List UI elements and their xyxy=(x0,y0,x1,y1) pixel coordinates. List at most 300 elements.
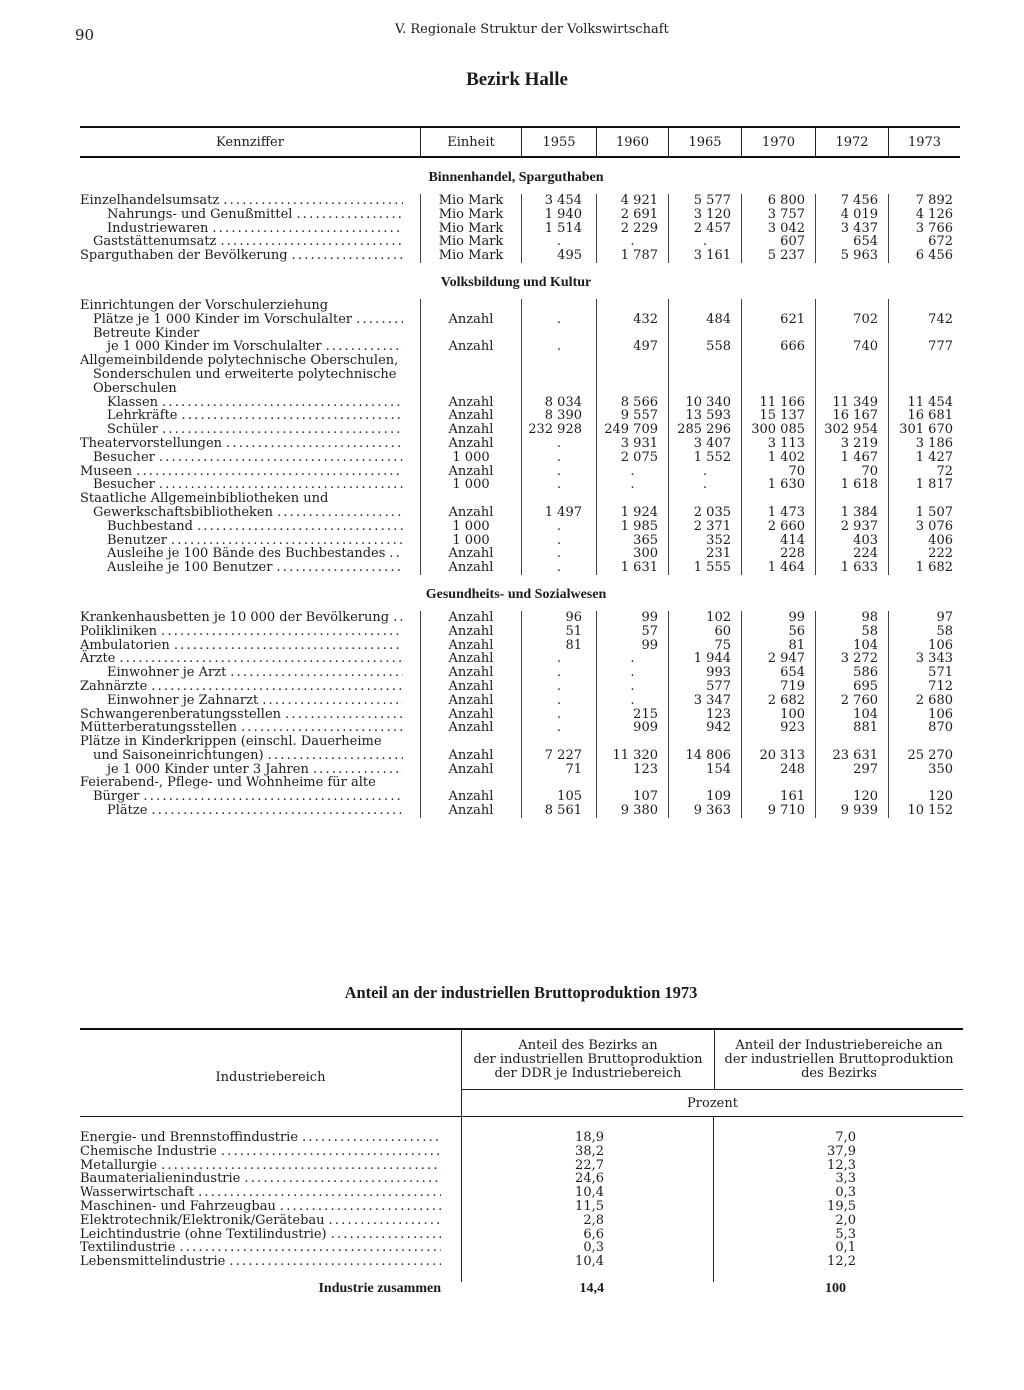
row-label-cell xyxy=(80,547,420,561)
row-label-cell xyxy=(80,1228,461,1242)
row-unit: Anzahl xyxy=(420,437,521,451)
row-value: 8 566 xyxy=(596,396,668,410)
row-value: 300 xyxy=(596,547,668,561)
row-value xyxy=(521,735,596,749)
row-value: 2 457 xyxy=(668,222,741,236)
row-unit: Anzahl xyxy=(420,611,521,625)
row-value: 71 xyxy=(521,763,596,777)
header-year: 1973 xyxy=(888,128,960,156)
leader-dots xyxy=(262,694,403,708)
row-value: 11 349 xyxy=(815,396,888,410)
row-value: 571 xyxy=(888,666,960,680)
row-value: . xyxy=(521,534,596,548)
table-section xyxy=(80,275,960,575)
row-value: 497 xyxy=(596,340,668,354)
row-value xyxy=(521,382,596,396)
row-unit: 1 000 xyxy=(420,451,521,465)
row-value: 1 427 xyxy=(888,451,960,465)
row-unit: Anzahl xyxy=(420,721,521,735)
row-value xyxy=(815,299,888,313)
row-value: 81 xyxy=(521,639,596,653)
row-value: 13 593 xyxy=(668,409,741,423)
row-value: 923 xyxy=(741,721,815,735)
row-value xyxy=(815,354,888,368)
table-row xyxy=(80,520,960,534)
row-value: . xyxy=(521,708,596,722)
row-label: und Saisoneinrichtungen) xyxy=(93,747,264,763)
row-value: 161 xyxy=(741,790,815,804)
table-row xyxy=(80,1145,963,1159)
table-row xyxy=(80,561,960,575)
leader-dots xyxy=(179,1241,441,1255)
table-rows xyxy=(80,1131,963,1269)
row-value: 7 892 xyxy=(888,194,960,208)
row-value: 2 660 xyxy=(741,520,815,534)
page-number: 90 xyxy=(75,26,95,44)
row-label: Textilindustrie xyxy=(80,1240,176,1256)
row-value xyxy=(741,354,815,368)
leader-dots xyxy=(268,749,403,763)
row-value: 2 075 xyxy=(596,451,668,465)
row-label: Krankenhausbetten je 10 000 der Bevölkerung xyxy=(80,609,390,625)
row-value: 19,5 xyxy=(827,1198,856,1214)
row-label: Wasserwirtschaft xyxy=(80,1185,195,1201)
row-value: . xyxy=(521,340,596,354)
row-unit: Anzahl xyxy=(420,708,521,722)
row-value xyxy=(888,368,960,382)
row-value: 870 xyxy=(888,721,960,735)
row-value: 215 xyxy=(596,708,668,722)
row-value xyxy=(741,327,815,341)
row-label: Staatliche Allgemeinbibliotheken und xyxy=(80,491,329,507)
row-value xyxy=(741,368,815,382)
row-value: 12,2 xyxy=(827,1254,856,1270)
row-label: Klassen xyxy=(107,394,159,410)
row-label: Ärzte xyxy=(80,651,116,667)
leader-dots xyxy=(162,396,403,410)
row-label-cell xyxy=(80,1241,461,1255)
total-label-cell xyxy=(80,1282,461,1296)
row-label: Plätze xyxy=(107,803,148,819)
row-unit: Anzahl xyxy=(420,396,521,410)
row-value: 58 xyxy=(888,625,960,639)
row-value xyxy=(888,354,960,368)
header-line: Anteil des Bezirks an xyxy=(518,1037,658,1053)
row-label-cell xyxy=(80,639,420,653)
row-label-cell xyxy=(80,1145,461,1159)
row-label-cell xyxy=(80,451,420,465)
row-value: . xyxy=(521,561,596,575)
row-value: . xyxy=(668,235,741,249)
row-value: . xyxy=(596,694,668,708)
header-year: 1960 xyxy=(596,128,668,156)
row-label-cell xyxy=(80,208,420,222)
row-value: 1 507 xyxy=(888,506,960,520)
table-row xyxy=(80,790,960,804)
row-value: 712 xyxy=(888,680,960,694)
table-row xyxy=(80,1131,963,1145)
row-value: 352 xyxy=(668,534,741,548)
row-value: 1 682 xyxy=(888,561,960,575)
row-value: 11 320 xyxy=(596,749,668,763)
row-value: 432 xyxy=(596,313,668,327)
row-value xyxy=(596,354,668,368)
row-value: . xyxy=(596,235,668,249)
row-label: Buchbestand xyxy=(107,518,193,534)
row-value: 672 xyxy=(888,235,960,249)
leader-dots xyxy=(331,1228,441,1242)
row-value: 81 xyxy=(741,639,815,653)
row-value: 1 633 xyxy=(815,561,888,575)
table-header xyxy=(80,126,960,158)
row-label-cell xyxy=(80,666,420,680)
row-unit: Anzahl xyxy=(420,625,521,639)
row-value: 777 xyxy=(888,340,960,354)
row-label: Einzelhandelsumsatz xyxy=(80,193,220,208)
row-value: 6,6 xyxy=(583,1226,604,1242)
row-value: . xyxy=(521,437,596,451)
leader-dots xyxy=(159,478,403,492)
row-value xyxy=(668,354,741,368)
table-row xyxy=(80,340,960,354)
header-share-of-bezirk xyxy=(714,1030,963,1089)
row-value: . xyxy=(521,451,596,465)
row-unit: Anzahl xyxy=(420,313,521,327)
section-heading: Binnenhandel, Sparguthaben xyxy=(428,170,604,185)
leader-dots xyxy=(326,340,403,354)
row-value: 9 363 xyxy=(668,804,741,818)
row-value: . xyxy=(596,465,668,479)
row-value: 154 xyxy=(668,763,741,777)
row-label-cell xyxy=(80,520,420,534)
table-row xyxy=(80,409,960,423)
row-value: 97 xyxy=(888,611,960,625)
row-unit: Mio Mark xyxy=(420,235,521,249)
row-unit: Anzahl xyxy=(420,666,521,680)
row-label-cell xyxy=(80,1172,461,1186)
row-value xyxy=(668,492,741,506)
leader-dots xyxy=(276,561,403,575)
table-row xyxy=(80,354,960,368)
row-value xyxy=(596,299,668,313)
row-label: Ambulatorien xyxy=(80,637,170,653)
leader-dots xyxy=(119,652,403,666)
leader-dots xyxy=(229,1255,441,1269)
table-row xyxy=(80,299,960,313)
row-value xyxy=(668,368,741,382)
row-value: 8 561 xyxy=(521,804,596,818)
row-label: Baumaterialienindustrie xyxy=(80,1171,241,1187)
table-row xyxy=(80,763,960,777)
section-heading: Gesundheits- und Sozialwesen xyxy=(425,586,607,602)
row-value: 654 xyxy=(741,666,815,680)
row-value: 222 xyxy=(888,547,960,561)
row-value: 1 630 xyxy=(741,478,815,492)
row-value: . xyxy=(521,313,596,327)
row-value: . xyxy=(521,520,596,534)
row-value: 99 xyxy=(596,611,668,625)
row-value xyxy=(668,776,741,790)
row-value: 106 xyxy=(888,639,960,653)
row-value: 403 xyxy=(815,534,888,548)
row-value: 120 xyxy=(815,790,888,804)
row-label-cell xyxy=(80,561,420,575)
row-value: 18,9 xyxy=(575,1130,604,1145)
row-value xyxy=(888,299,960,313)
row-label: Betreute Kinder xyxy=(93,325,200,341)
header-share-of-ddr xyxy=(462,1030,714,1089)
row-value: 99 xyxy=(741,611,815,625)
row-unit xyxy=(420,492,521,506)
row-value: 99 xyxy=(596,639,668,653)
row-value: 1 497 xyxy=(521,506,596,520)
row-unit: Mio Mark xyxy=(420,194,521,208)
row-label-cell xyxy=(80,1159,461,1173)
row-value: 8 390 xyxy=(521,409,596,423)
row-value: 406 xyxy=(888,534,960,548)
row-value: 25 270 xyxy=(888,749,960,763)
table-row xyxy=(80,478,960,492)
row-value: 10 340 xyxy=(668,396,741,410)
row-unit: 1 000 xyxy=(420,534,521,548)
leader-dots xyxy=(221,1145,441,1159)
row-label: Sonderschulen und erweiterte polytechnische xyxy=(93,366,397,382)
row-value: 909 xyxy=(596,721,668,735)
row-value: 4 019 xyxy=(815,208,888,222)
leader-dots xyxy=(230,666,403,680)
row-label: Einrichtungen der Vorschulerziehung xyxy=(80,297,329,313)
row-label: Plätze je 1 000 Kinder im Vorschulalter xyxy=(93,311,353,327)
row-value: 881 xyxy=(815,721,888,735)
row-value: 70 xyxy=(815,465,888,479)
table-row xyxy=(80,492,960,506)
leader-dots xyxy=(174,639,403,653)
row-value: 75 xyxy=(668,639,741,653)
table-row xyxy=(80,249,960,263)
row-value: 7 456 xyxy=(815,194,888,208)
total-value: 100 xyxy=(825,1280,846,1296)
row-value: 60 xyxy=(668,625,741,639)
row-value xyxy=(815,327,888,341)
row-value xyxy=(815,368,888,382)
leader-dots xyxy=(151,804,403,818)
row-value: 6 800 xyxy=(741,194,815,208)
header-line: der industriellen Bruttoproduktion xyxy=(473,1051,703,1067)
row-value: 224 xyxy=(815,547,888,561)
leader-dots xyxy=(302,1131,441,1145)
row-label-cell xyxy=(80,611,420,625)
row-value: 5,3 xyxy=(835,1226,856,1242)
table-header xyxy=(80,1028,963,1117)
row-label: Chemische Industrie xyxy=(80,1143,217,1159)
row-value: 24,6 xyxy=(575,1171,604,1187)
row-value: 1 467 xyxy=(815,451,888,465)
table-row xyxy=(80,1255,963,1269)
row-label-cell xyxy=(80,478,420,492)
leader-dots xyxy=(389,547,403,561)
leader-dots xyxy=(223,194,403,208)
row-value: 719 xyxy=(741,680,815,694)
section-heading: Volksbildung und Kultur xyxy=(440,274,592,290)
table-title: Bezirk Halle xyxy=(466,69,568,90)
table-row xyxy=(80,735,960,749)
row-value: 5 237 xyxy=(741,249,815,263)
leader-dots xyxy=(171,534,403,548)
row-label-cell xyxy=(80,382,420,396)
row-unit: Anzahl xyxy=(420,639,521,653)
table-section xyxy=(80,587,960,818)
row-value: . xyxy=(596,666,668,680)
row-unit: Mio Mark xyxy=(420,222,521,236)
table-row xyxy=(80,382,960,396)
row-label-cell xyxy=(80,625,420,639)
row-value: 297 xyxy=(815,763,888,777)
row-value: 495 xyxy=(521,249,596,263)
row-label-cell xyxy=(80,749,420,763)
row-value: 3 186 xyxy=(888,437,960,451)
row-value: 1 552 xyxy=(668,451,741,465)
row-label-cell xyxy=(80,299,420,313)
row-value: 104 xyxy=(815,639,888,653)
table-row xyxy=(80,222,960,236)
row-unit: Anzahl xyxy=(420,749,521,763)
table-row xyxy=(80,1159,963,1173)
row-unit: Anzahl xyxy=(420,409,521,423)
row-value xyxy=(815,735,888,749)
leader-dots xyxy=(198,1186,441,1200)
row-value xyxy=(668,382,741,396)
table-row xyxy=(80,437,960,451)
row-value: 3 272 xyxy=(815,652,888,666)
row-value: 248 xyxy=(741,763,815,777)
row-value: . xyxy=(596,478,668,492)
row-label-cell xyxy=(80,534,420,548)
row-value: . xyxy=(521,547,596,561)
row-label: Nahrungs- und Genußmittel xyxy=(107,206,293,222)
row-value: 365 xyxy=(596,534,668,548)
row-value xyxy=(596,327,668,341)
row-value: 1 384 xyxy=(815,506,888,520)
row-value xyxy=(596,776,668,790)
row-value: 104 xyxy=(815,708,888,722)
leader-dots xyxy=(159,451,403,465)
row-value: . xyxy=(668,465,741,479)
leader-dots xyxy=(292,249,403,263)
row-label-cell xyxy=(80,313,420,327)
table-row xyxy=(80,804,960,818)
row-value: 1 402 xyxy=(741,451,815,465)
table-row xyxy=(80,625,960,639)
row-unit: Anzahl xyxy=(420,790,521,804)
row-value: 72 xyxy=(888,465,960,479)
header-year: 1955 xyxy=(521,128,596,156)
row-value: . xyxy=(521,680,596,694)
row-value xyxy=(888,327,960,341)
table-body xyxy=(80,1117,963,1282)
header-line: der DDR je Industriebereich xyxy=(494,1065,682,1081)
header-line: Anteil der Industriebereiche an xyxy=(735,1037,943,1053)
row-label: Schüler xyxy=(107,422,158,438)
leader-dots xyxy=(143,790,403,804)
row-value xyxy=(668,735,741,749)
leader-dots xyxy=(285,708,403,722)
row-value: 3 931 xyxy=(596,437,668,451)
row-value: 12,3 xyxy=(827,1157,856,1173)
row-value: 942 xyxy=(668,721,741,735)
row-value: 100 xyxy=(741,708,815,722)
row-unit: Anzahl xyxy=(420,680,521,694)
row-value: 9 710 xyxy=(741,804,815,818)
leader-dots xyxy=(277,506,403,520)
leader-dots xyxy=(296,208,403,222)
row-value: 302 954 xyxy=(815,423,888,437)
row-value: 7 227 xyxy=(521,749,596,763)
row-label-cell xyxy=(80,804,420,818)
row-value: 3 219 xyxy=(815,437,888,451)
row-label: Plätze in Kinderkrippen (einschl. Dauerheime xyxy=(80,734,382,750)
row-value: 11 166 xyxy=(741,396,815,410)
row-value: 484 xyxy=(668,313,741,327)
row-label-cell xyxy=(80,396,420,410)
table-row xyxy=(80,1186,963,1200)
row-unit: 1 000 xyxy=(420,478,521,492)
row-value: 300 085 xyxy=(741,423,815,437)
row-label: Theatervorstellungen xyxy=(80,435,223,451)
row-value: 3 454 xyxy=(521,194,596,208)
row-value: 1 514 xyxy=(521,222,596,236)
row-value: 2 680 xyxy=(888,694,960,708)
header-year: 1970 xyxy=(741,128,815,156)
header-year: 1965 xyxy=(668,128,741,156)
row-value: 10,4 xyxy=(575,1254,604,1270)
row-value: 96 xyxy=(521,611,596,625)
row-label: je 1 000 Kinder unter 3 Jahren xyxy=(107,761,309,777)
row-label: Museen xyxy=(80,463,133,479)
row-value: 9 939 xyxy=(815,804,888,818)
row-label-cell xyxy=(80,423,420,437)
leader-dots xyxy=(212,222,403,236)
row-label: Polikliniken xyxy=(80,623,158,639)
row-value: 16 167 xyxy=(815,409,888,423)
row-value: 20 313 xyxy=(741,749,815,763)
row-label: Metallurgie xyxy=(80,1157,158,1173)
row-value xyxy=(888,735,960,749)
table-row xyxy=(80,313,960,327)
table-row xyxy=(80,368,960,382)
leader-dots xyxy=(329,1214,441,1228)
row-unit: Anzahl xyxy=(420,340,521,354)
row-value: 4 126 xyxy=(888,208,960,222)
row-unit: Anzahl xyxy=(420,465,521,479)
leader-dots xyxy=(280,1200,441,1214)
table-row xyxy=(80,680,960,694)
row-value: 123 xyxy=(668,708,741,722)
column-rule xyxy=(461,1117,462,1282)
row-value: 1 618 xyxy=(815,478,888,492)
table-row xyxy=(80,396,960,410)
table-row xyxy=(80,708,960,722)
row-value: 3 757 xyxy=(741,208,815,222)
row-unit xyxy=(420,299,521,313)
row-value xyxy=(521,354,596,368)
row-label-cell xyxy=(80,249,420,263)
row-label: Schwangerenberatungsstellen xyxy=(80,706,282,722)
row-value: 558 xyxy=(668,340,741,354)
header-value-columns xyxy=(461,1030,963,1116)
row-value: 11,5 xyxy=(575,1198,604,1214)
table-row xyxy=(80,208,960,222)
row-label: Leichtindustrie (ohne Textilindustrie) xyxy=(80,1226,327,1242)
